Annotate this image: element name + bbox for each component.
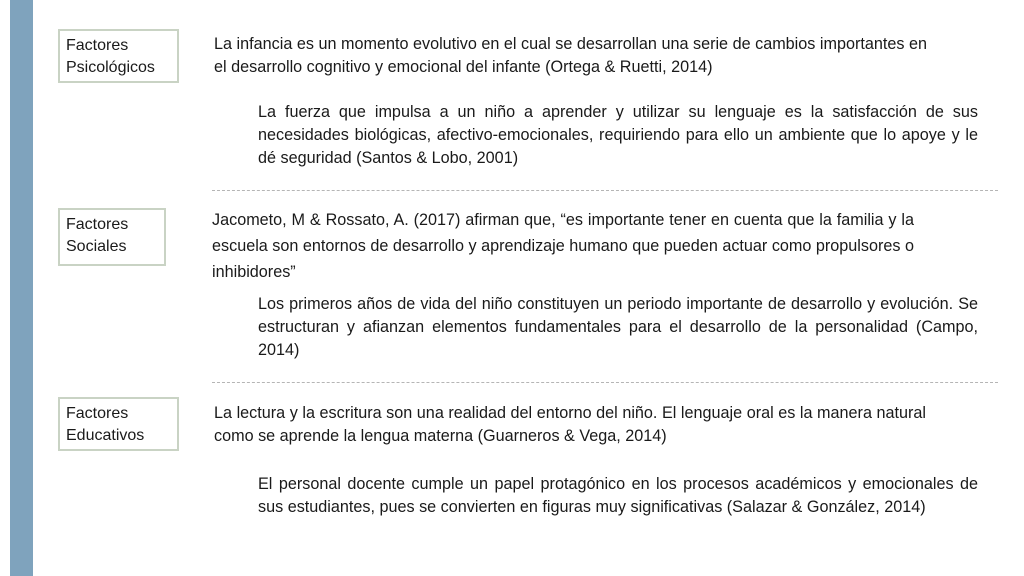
factor-label-sociales (58, 208, 166, 266)
factor-label-line2: Sociales (66, 238, 127, 255)
sociales-sub-paragraph: Los primeros años de vida del niño constituyen un periodo importante de desarrollo y evolución. Se estructuran y afianzan elementos fundamentales para el desarrollo de la personalidad (Campo, 2014) (258, 295, 978, 359)
section-divider (212, 382, 998, 383)
educativos-sub-paragraph: El personal docente cumple un papel protagónico en los procesos académicos y emocionales de sus estudiantes, pues se convierten en figuras muy significativas (Salazar & González, 2014) (258, 475, 978, 516)
factor-label-line1: Factores (66, 37, 129, 54)
section-divider (212, 190, 998, 191)
educativos-main-paragraph: La lectura y la escritura son una realidad del entorno del niño. El lenguaje oral es la manera natural como se aprende la lengua materna (Guarneros & Vega, 2014) (214, 404, 926, 445)
factor-label-educativos (58, 397, 179, 451)
psicologicos-main-paragraph: La infancia es un momento evolutivo en el cual se desarrollan una serie de cambios importantes en el desarrollo cognitivo y emocional del infante (Ortega & Ruetti, 2014) (214, 35, 927, 76)
factor-label-line2: Educativos (66, 427, 145, 444)
accent-bar (10, 0, 33, 576)
factor-label-psicologicos (58, 29, 179, 83)
factor-label-line2: Psicológicos (66, 59, 155, 76)
psicologicos-sub-paragraph: La fuerza que impulsa a un niño a aprender y utilizar su lenguaje es la satisfacción de sus necesidades biológicas, afectivo-emocionales, requiriendo para ello un ambiente que lo apoye y le dé seguridad (Santos & Lobo, 2001) (258, 103, 978, 167)
sociales-main-paragraph: Jacometo, M & Rossato, A. (2017) afirman que, “es importante tener en cuenta que la familia y la escuela son entornos de desarrollo y aprendizaje humano que pueden actuar como propulsores o inhibidores” (212, 211, 914, 281)
slide-left-margin (0, 0, 10, 576)
factor-label-line1: Factores (66, 216, 129, 233)
factor-label-line1: Factores (66, 405, 129, 422)
